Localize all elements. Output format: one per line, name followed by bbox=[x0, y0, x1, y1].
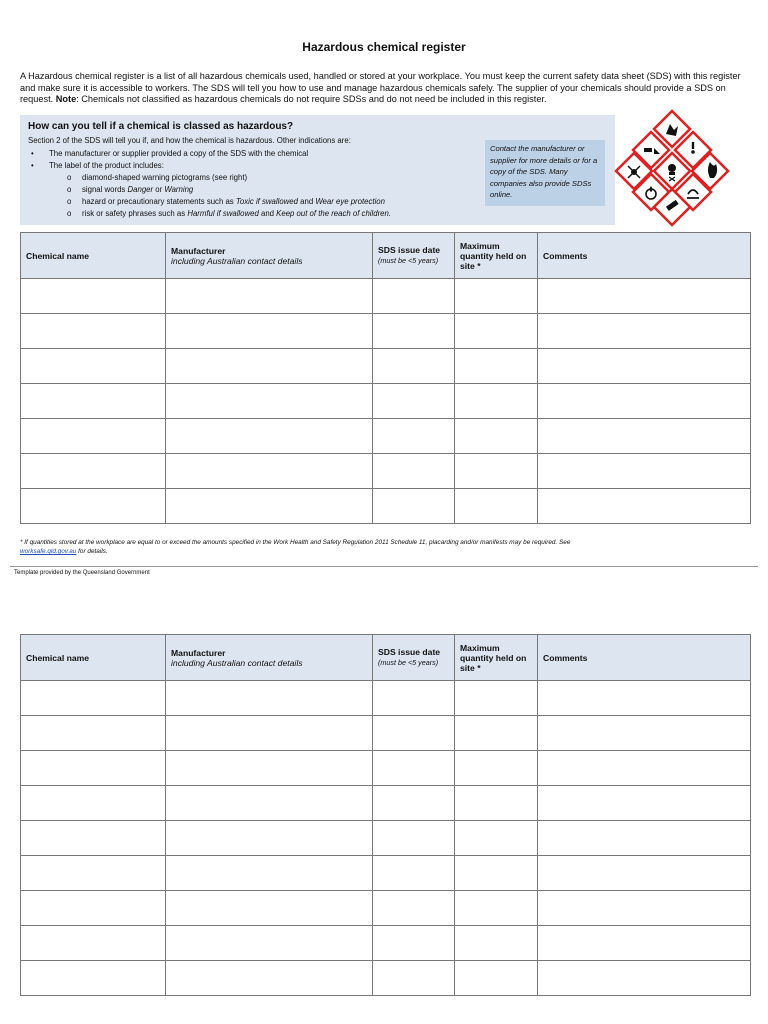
table-row bbox=[21, 856, 751, 891]
chemical-name-cell[interactable] bbox=[21, 891, 166, 926]
info-heading: How can you tell if a chemical is classed as hazardous? bbox=[28, 121, 294, 132]
worksafe-link[interactable]: worksafe.qld.gov.au bbox=[20, 548, 77, 555]
max-quantity-cell[interactable] bbox=[455, 926, 538, 961]
max-quantity-cell[interactable] bbox=[455, 821, 538, 856]
comments-cell[interactable] bbox=[538, 384, 751, 419]
footnote: * If quantities stored at the workplace are equal to or exceed the amounts specified in the Work Health and Safety Regulation 2011 Schedule 11, placarding and/or manifests may be required. See worksafe.qld.gov.au for details. bbox=[20, 539, 571, 555]
table-header-row bbox=[21, 233, 751, 279]
header-comments: Comments bbox=[538, 233, 751, 279]
comments-cell[interactable] bbox=[538, 751, 751, 786]
info-sub-pictograms: diamond-shaped warning pictograms (see right) bbox=[82, 173, 248, 182]
comments-cell[interactable] bbox=[538, 856, 751, 891]
manufacturer-cell[interactable] bbox=[166, 926, 373, 961]
table-row bbox=[21, 926, 751, 961]
manufacturer-cell[interactable] bbox=[166, 419, 373, 454]
sds-date-cell[interactable] bbox=[373, 786, 455, 821]
comments-cell[interactable] bbox=[538, 681, 751, 716]
table-row bbox=[21, 961, 751, 996]
header-sds-issue-date: SDS issue date (must be <5 years) bbox=[373, 635, 455, 681]
comments-cell[interactable] bbox=[538, 314, 751, 349]
info-line: Section 2 of the SDS will tell you if, and how the chemical is hazardous. Other indications are: bbox=[28, 136, 351, 145]
chemical-name-cell[interactable] bbox=[21, 384, 166, 419]
bullet-dot-icon: • bbox=[31, 161, 34, 170]
max-quantity-cell[interactable] bbox=[455, 384, 538, 419]
chemical-name-cell[interactable] bbox=[21, 489, 166, 524]
chemical-name-cell[interactable] bbox=[21, 681, 166, 716]
sds-date-cell[interactable] bbox=[373, 419, 455, 454]
header-chemical-name: Chemical name bbox=[21, 233, 166, 279]
chemical-name-cell[interactable] bbox=[21, 279, 166, 314]
table-row bbox=[21, 489, 751, 524]
comments-cell[interactable] bbox=[538, 961, 751, 996]
manufacturer-cell[interactable] bbox=[166, 821, 373, 856]
max-quantity-cell[interactable] bbox=[455, 279, 538, 314]
table-row bbox=[21, 891, 751, 926]
manufacturer-cell[interactable] bbox=[166, 489, 373, 524]
sds-date-cell[interactable] bbox=[373, 384, 455, 419]
info-sub-phrases: risk or safety phrases such as Harmful if swallowed and Keep out of the reach of children. bbox=[82, 209, 392, 218]
chemical-name-cell[interactable] bbox=[21, 716, 166, 751]
header-sds-issue-date: SDS issue date (must be <5 years) bbox=[373, 233, 455, 279]
manufacturer-cell[interactable] bbox=[166, 751, 373, 786]
chemical-name-cell[interactable] bbox=[21, 821, 166, 856]
sds-date-cell[interactable] bbox=[373, 454, 455, 489]
info-sub-signal-words: signal words Danger or Warning bbox=[82, 185, 194, 194]
max-quantity-cell[interactable] bbox=[455, 349, 538, 384]
chemical-name-cell[interactable] bbox=[21, 751, 166, 786]
max-quantity-cell[interactable] bbox=[455, 786, 538, 821]
chemical-name-cell[interactable] bbox=[21, 856, 166, 891]
max-quantity-cell[interactable] bbox=[455, 489, 538, 524]
manufacturer-cell[interactable] bbox=[166, 349, 373, 384]
info-bullet-sds: The manufacturer or supplier provided a copy of the SDS with the chemical bbox=[49, 149, 309, 158]
contact-manufacturer-box: Contact the manufacturer or supplier for more details or for a copy of the SDS. Many companies also provide SDSs online. bbox=[485, 140, 605, 206]
manufacturer-cell[interactable] bbox=[166, 314, 373, 349]
comments-cell[interactable] bbox=[538, 454, 751, 489]
comments-cell[interactable] bbox=[538, 489, 751, 524]
max-quantity-cell[interactable] bbox=[455, 856, 538, 891]
chemical-name-cell[interactable] bbox=[21, 454, 166, 489]
header-comments: Comments bbox=[538, 635, 751, 681]
max-quantity-cell[interactable] bbox=[455, 314, 538, 349]
chemical-name-cell[interactable] bbox=[21, 786, 166, 821]
max-quantity-cell[interactable] bbox=[455, 681, 538, 716]
sds-date-cell[interactable] bbox=[373, 681, 455, 716]
chemical-name-cell[interactable] bbox=[21, 926, 166, 961]
chemical-name-cell[interactable] bbox=[21, 961, 166, 996]
info-bullet-label: The label of the product includes: bbox=[49, 161, 164, 170]
register-table-2 bbox=[20, 634, 751, 996]
sds-date-cell[interactable] bbox=[373, 821, 455, 856]
chemical-name-cell[interactable] bbox=[21, 314, 166, 349]
comments-cell[interactable] bbox=[538, 349, 751, 384]
max-quantity-cell[interactable] bbox=[455, 716, 538, 751]
manufacturer-cell[interactable] bbox=[166, 279, 373, 314]
table-row bbox=[21, 716, 751, 751]
table-row bbox=[21, 314, 751, 349]
comments-cell[interactable] bbox=[538, 926, 751, 961]
table-header-row bbox=[21, 635, 751, 681]
chemical-name-cell[interactable] bbox=[21, 349, 166, 384]
header-max-quantity: Maximum quantity held on site * bbox=[455, 233, 538, 279]
manufacturer-cell[interactable] bbox=[166, 786, 373, 821]
comments-cell[interactable] bbox=[538, 716, 751, 751]
table-row bbox=[21, 419, 751, 454]
sds-date-cell[interactable] bbox=[373, 961, 455, 996]
sds-date-cell[interactable] bbox=[373, 751, 455, 786]
comments-cell[interactable] bbox=[538, 891, 751, 926]
info-sub-statements: hazard or precautionary statements such as Toxic if swallowed and Wear eye protection bbox=[82, 197, 385, 206]
table-row bbox=[21, 821, 751, 856]
table-row bbox=[21, 349, 751, 384]
table-row bbox=[21, 681, 751, 716]
bullet-circle-icon: o bbox=[67, 209, 72, 218]
manufacturer-cell[interactable] bbox=[166, 891, 373, 926]
chemical-name-cell[interactable] bbox=[21, 419, 166, 454]
comments-cell[interactable] bbox=[538, 821, 751, 856]
sds-date-cell[interactable] bbox=[373, 716, 455, 751]
bullet-circle-icon: o bbox=[67, 185, 72, 194]
note-label: Note bbox=[55, 94, 77, 104]
template-credit: Template provided by the Queensland Government bbox=[14, 570, 150, 576]
manufacturer-cell[interactable] bbox=[166, 681, 373, 716]
table-row bbox=[21, 751, 751, 786]
max-quantity-cell[interactable] bbox=[455, 961, 538, 996]
bullet-dot-icon: • bbox=[31, 149, 34, 158]
intro-paragraph: A Hazardous chemical register is a list of all hazardous chemicals used, handled or stored at your workplace. You must keep the current safety data sheet (SDS) with this register and make sure it is accessible to workers. The SDS will tell you how to use and manage hazardous chemicals safely. The supplier of your chemicals should provide a SDS on request. Note: Chemicals not classified as hazardous chemicals do not require SDSs and do not need be included in this register. bbox=[20, 71, 741, 104]
bullet-circle-icon: o bbox=[67, 197, 72, 206]
sds-date-cell[interactable] bbox=[373, 856, 455, 891]
max-quantity-cell[interactable] bbox=[455, 751, 538, 786]
table-row bbox=[21, 384, 751, 419]
sds-date-cell[interactable] bbox=[373, 926, 455, 961]
sds-date-cell[interactable] bbox=[373, 489, 455, 524]
manufacturer-cell[interactable] bbox=[166, 856, 373, 891]
bullet-circle-icon: o bbox=[67, 173, 72, 182]
sds-date-cell[interactable] bbox=[373, 349, 455, 384]
header-manufacturer: Manufacturer including Australian contact details bbox=[166, 233, 373, 279]
manufacturer-cell[interactable] bbox=[166, 454, 373, 489]
ghs-pictograms-icon bbox=[614, 108, 730, 228]
header-max-quantity: Maximum quantity held on site * bbox=[455, 635, 538, 681]
max-quantity-cell[interactable] bbox=[455, 454, 538, 489]
header-manufacturer: Manufacturer including Australian contact details bbox=[166, 635, 373, 681]
max-quantity-cell[interactable] bbox=[455, 891, 538, 926]
register-table-1 bbox=[20, 232, 751, 524]
comments-cell[interactable] bbox=[538, 279, 751, 314]
header-chemical-name: Chemical name bbox=[21, 635, 166, 681]
table-row bbox=[21, 454, 751, 489]
table-row bbox=[21, 786, 751, 821]
sds-date-cell[interactable] bbox=[373, 314, 455, 349]
max-quantity-cell[interactable] bbox=[455, 419, 538, 454]
comments-cell[interactable] bbox=[538, 786, 751, 821]
page-title: Hazardous chemical register bbox=[302, 40, 466, 54]
comments-cell[interactable] bbox=[538, 419, 751, 454]
page-divider bbox=[10, 566, 758, 567]
sds-date-cell[interactable] bbox=[373, 279, 455, 314]
manufacturer-cell[interactable] bbox=[166, 961, 373, 996]
manufacturer-cell[interactable] bbox=[166, 384, 373, 419]
sds-date-cell[interactable] bbox=[373, 891, 455, 926]
table-row bbox=[21, 279, 751, 314]
manufacturer-cell[interactable] bbox=[166, 716, 373, 751]
